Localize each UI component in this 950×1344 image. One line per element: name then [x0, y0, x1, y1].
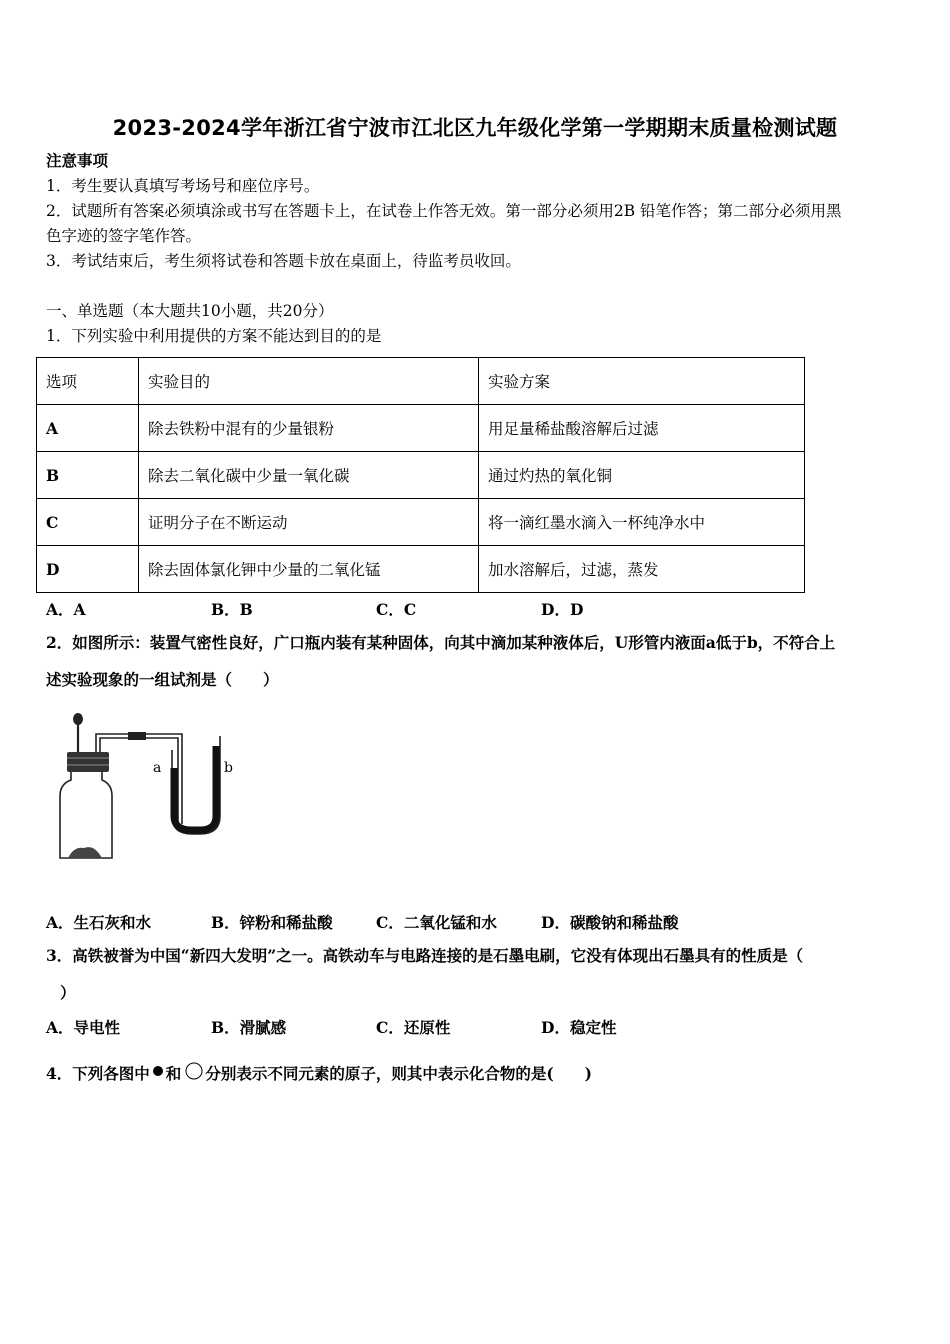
- q4-stem-suffix: 分别表示不同元素的原子，则其中表示化合物的是( ): [205, 1064, 592, 1083]
- table-header-row: [37, 358, 805, 405]
- solid-reagent: [68, 847, 102, 858]
- q4-stem-mid: 和: [165, 1064, 182, 1083]
- table-cell: 除去二氧化碳中少量一氧化碳: [139, 452, 479, 499]
- q3-option-a: A．导电性: [46, 1018, 121, 1037]
- question-4-stem: [46, 1063, 592, 1085]
- table-row: [37, 452, 805, 499]
- table-cell: 用足量稀盐酸溶解后过滤: [479, 405, 805, 452]
- dropper-bulb: [73, 713, 83, 725]
- q1-option-c: C．C: [376, 600, 417, 619]
- q1-option-b: B．B: [211, 600, 253, 619]
- wide-mouth-bottle: [60, 772, 112, 858]
- table-header-cell: 实验方案: [479, 358, 805, 405]
- q2-option-d: D．碳酸钠和稀盐酸: [541, 913, 679, 932]
- table-cell: B: [37, 452, 139, 499]
- question-3-stem: 3．高铁被誉为中国“新四大发明”之一。高铁动车与电路连接的是石墨电刷，它没有体现出石墨具有的性质是（: [46, 946, 804, 965]
- rubber-joint: [128, 732, 146, 740]
- apparatus-figure: [52, 712, 252, 864]
- table-cell: 除去固体氯化钾中少量的二氧化锰: [139, 546, 479, 593]
- table-cell: 证明分子在不断运动: [139, 499, 479, 546]
- table-cell: 加水溶解后，过滤，蒸发: [479, 546, 805, 593]
- q3-option-d: D．稳定性: [541, 1018, 617, 1037]
- notice-heading: 注意事项: [46, 151, 109, 170]
- page-title: 2023-2024学年浙江省宁波市江北区九年级化学第一学期期末质量检测试题: [112, 116, 838, 140]
- q3-option-c: C．还原性: [376, 1018, 451, 1037]
- table-row: [37, 499, 805, 546]
- question-2-stem: 2．如图所示：装置气密性良好，广口瓶内装有某种固体，向其中滴加某种液体后，U形管内液面a低于b，不符合上: [46, 633, 836, 652]
- q4-stem-prefix: 4．下列各图中: [46, 1064, 150, 1083]
- q1-option-a: A．A: [46, 600, 86, 619]
- table-cell: D: [37, 546, 139, 593]
- table-cell: 将一滴红墨水滴入一杯纯净水中: [479, 499, 805, 546]
- table-cell: A: [37, 405, 139, 452]
- notice-item: 色字迹的签字笔作答。: [46, 227, 202, 245]
- hollow-atom-icon: [184, 1061, 204, 1081]
- notice-item: 2．试题所有答案必须填涂或书写在答题卡上，在试卷上作答无效。第一部分必须用2B 铅笔作答；第二部分必须用黑: [46, 202, 842, 220]
- u-tube-liquid: [174, 746, 216, 830]
- question-1-table: [36, 357, 805, 593]
- label-b: b: [224, 760, 233, 776]
- table-cell: C: [37, 499, 139, 546]
- q1-option-d: D．D: [541, 600, 584, 619]
- question-2-stem: 述实验现象的一组试剂是（ ）: [46, 670, 279, 689]
- q2-option-b: B．锌粉和稀盐酸: [211, 913, 333, 932]
- q2-option-a: A．生石灰和水: [46, 913, 152, 932]
- table-row: [37, 405, 805, 452]
- filled-atom-icon: [152, 1065, 166, 1079]
- table-header-cell: 选项: [37, 358, 139, 405]
- q3-option-b: B．滑腻感: [211, 1018, 287, 1037]
- q2-option-c: C．二氧化锰和水: [376, 913, 497, 932]
- table-cell: 除去铁粉中混有的少量银粉: [139, 405, 479, 452]
- stopper: [67, 752, 109, 772]
- table-header-cell: 实验目的: [139, 358, 479, 405]
- question-3-stem: ）: [60, 983, 76, 1002]
- notice-item: 1．考生要认真填写考场号和座位序号。: [46, 177, 320, 195]
- question-1-stem: 1．下列实验中利用提供的方案不能达到目的的是: [46, 327, 382, 345]
- table-row: [37, 546, 805, 593]
- label-a: a: [153, 760, 162, 776]
- section-heading: 一、单选题（本大题共10小题，共20分）: [46, 302, 334, 320]
- table-cell: 通过灼热的氧化铜: [479, 452, 805, 499]
- notice-item: 3．考试结束后，考生须将试卷和答题卡放在桌面上，待监考员收回。: [46, 252, 521, 270]
